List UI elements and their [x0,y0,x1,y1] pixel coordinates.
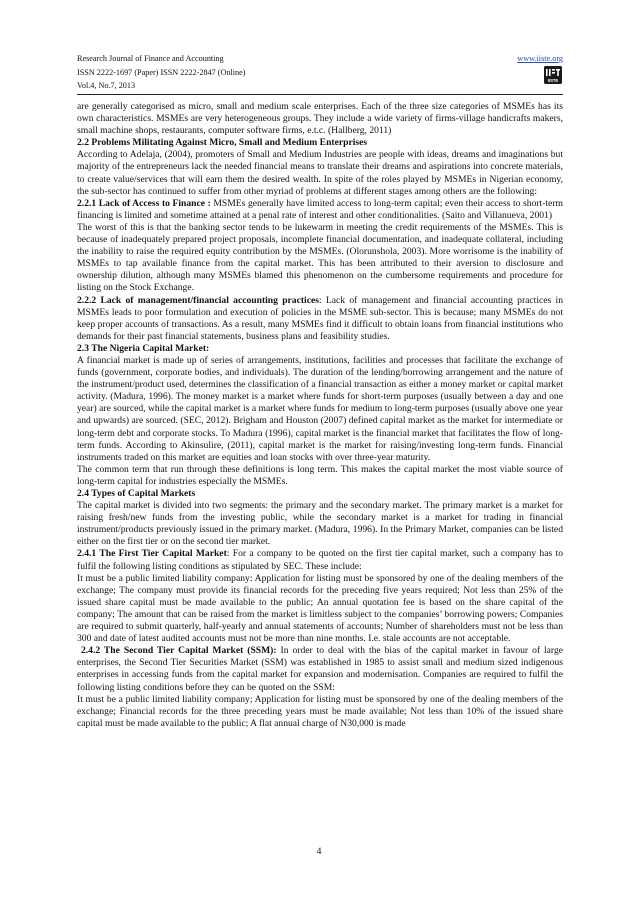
paragraph-text: In order to deal with the bias of the capital market in favour of large enterprises, the Second Tier Securities Market (SSM) was established in 1985 to assist small and medium sized indigenous enterprises in accessing funds from the capital market for expansion and modernisation. Companies are required to fulfil the following listing conditions before they can be quoted on the SSM: [77,645,563,693]
page-number: 4 [316,846,322,857]
paragraph: are generally categorised as micro, small and medium scale enterprises. Each of the three size categories of MSMEs has its own characteristics. MSMEs are very heterogeneous groups. They include a wide variety of firms-village handicrafts makers, small machine shops, restaurants, computer software firms, e.t.c. (Hallberg, 2011) [77,101,563,137]
journal-volume: Vol.4, No.7, 2013 [77,81,136,90]
section-heading: 2.2 Problems Militating Against Micro, Small and Medium Enterprises [77,137,368,149]
running-header [77,52,563,93]
logo-wordmark: IISTE [547,78,559,83]
subsection-heading: 2.4.1 The First Tier Capital Market [77,548,227,560]
paragraph [77,645,563,693]
subsection-heading: 2.2.1 Lack of Access to Finance : [77,197,211,209]
paragraph [77,548,563,572]
journal-issn: ISSN 2222-1697 (Paper) ISSN 2222-2847 (Online) [77,67,246,77]
article-body [77,101,563,730]
journal-url-link[interactable]: www.iiste.org [517,54,563,63]
paragraph: It must be a public limited liability company: Application for listing must be sponsored by one of the dealing members of the exchange; The company must provide its financial records for the preceding five years required; Not less than 25% of the issued share capital must be made available to the public; An annual quotation fee is based on the share capital of the company; The amount that can be raised from the market is limitless subject to the companies’ borrowing powers; Companies are required to submit quarterly, half-yearly and annual statements of accounts; Number of shareholders must not be less than 300 and date of latest audited accounts must not be more than nine months. I.e. stale accounts are not acceptable. [77,572,563,645]
paragraph: According to Adelaja, (2004), promoters of Small and Medium Industries are people with ideas, dreams and imaginations but majority of the entrepreneurs lack the needed financial means to translate their dreams and aspirations into concrete materials, to create value/services that will earn them the desired wealth. In spite of the roles played by MSMEs in Nigerian economy, the sub-sector has continued to suffer from other myriad of problems at different stages among others are the following: [77,149,563,197]
journal-title: Research Journal of Finance and Accounting [77,54,224,63]
subsection-heading: 2.2.2 Lack of management/financial accounting practices [77,294,319,306]
header-divider [77,94,563,95]
paragraph-text: : For a company to be quoted on the first tier capital market, such a company has to fulfil the following listing conditions as stipulated by SEC. These include: [77,548,563,572]
paragraph: It must be a public limited liability company; Application for listing must be sponsored by one of the dealing members of the exchange; Financial records for the three preceding years must be made available; Not less than 10% of the issued share capital must be made available to the public; A flat annual charge of N30,000 is made [77,693,563,729]
iiste-logo-icon [544,66,562,84]
paragraph [77,198,563,222]
paragraph-text: : Lack of management and financial accounting practices in MSMEs leads to poor formulation and execution of policies in the MSME sub-sector. This is because; many MSMEs do not keep proper accounts of transactions. As a result, many MSMEs find it difficult to obtain loans from financial institutions who demands for their past financial statements, business plans and feasibility studies. [77,294,563,342]
paragraph: The worst of this is that the banking sector tends to be lukewarm in meeting the credit requirements of the MSMEs. This is because of inadequately prepared project proposals, incomplete financial documentation, and inadequate collateral, including the inability to raise the required equity contribution by the MSMEs. (Olorunshola, 2003). More worrisome is the inability of MSMEs to tap available finance from the capital market. This has been attributed to their aversion to disclosure and ownership dilution, although many MSMEs blamed this phenomenon on the cumbersome requirements and procedure for listing on the Stock Exchange. [77,221,563,294]
paragraph: The common term that run through these definitions is long term. This makes the capital market the most viable source of long-term capital for industries especially the MSMEs. [77,463,563,487]
paragraph: The capital market is divided into two segments: the primary and the secondary market. The primary market is a market for raising fresh/new funds from the investing public, while the secondary market is a market for trading in financial instrument/products previously issued in the primary market. (Madura, 1996). In the Primary Market, companies can be listed either on the first tier or on the second tier market. [77,500,563,548]
section-heading: 2.3 The Nigeria Capital Market: [77,342,210,354]
section-heading: 2.4 Types of Capital Markets [77,488,196,499]
paragraph: A financial market is made up of series of arrangements, institutions, facilities and processes that facilitate the exchange of funds (government, corporate bodies, and individuals). The duration of the lending/borrowing arrangement and the nature of the instrument/product used, determines the classification of a financial transaction as either a money market or capital market activity. (Madura, 1996). The money market is a market where funds for short-term purposes (usually between a day and one year) are sourced, while the capital market is a market where funds for medium to long-term purposes (usually above one year and upwards) are sourced. (SEC, 2012). Brigham and Houston (2007) defined capital market as the market for intermediate or long-term debt and corporate stocks. To Madura (1996), capital market is the financial market that facilitates the flow of long-term funds. According to Akinsulire, (2011), capital market is the market for raising/investing long-term funds. Financial instruments traded on this market are equities and loan stocks with over three-year maturity. [77,354,563,463]
paragraph [77,295,563,343]
subsection-heading: 2.4.2 The Second Tier Capital Market (SSM): [80,645,277,657]
paragraph-text: MSMEs generally have limited access to long-term capital; even their access to short-term financing is limited and sometime attained at a penal rate of interest and other conditionalities. (Saito and Villanueva, 2001) [77,197,563,221]
